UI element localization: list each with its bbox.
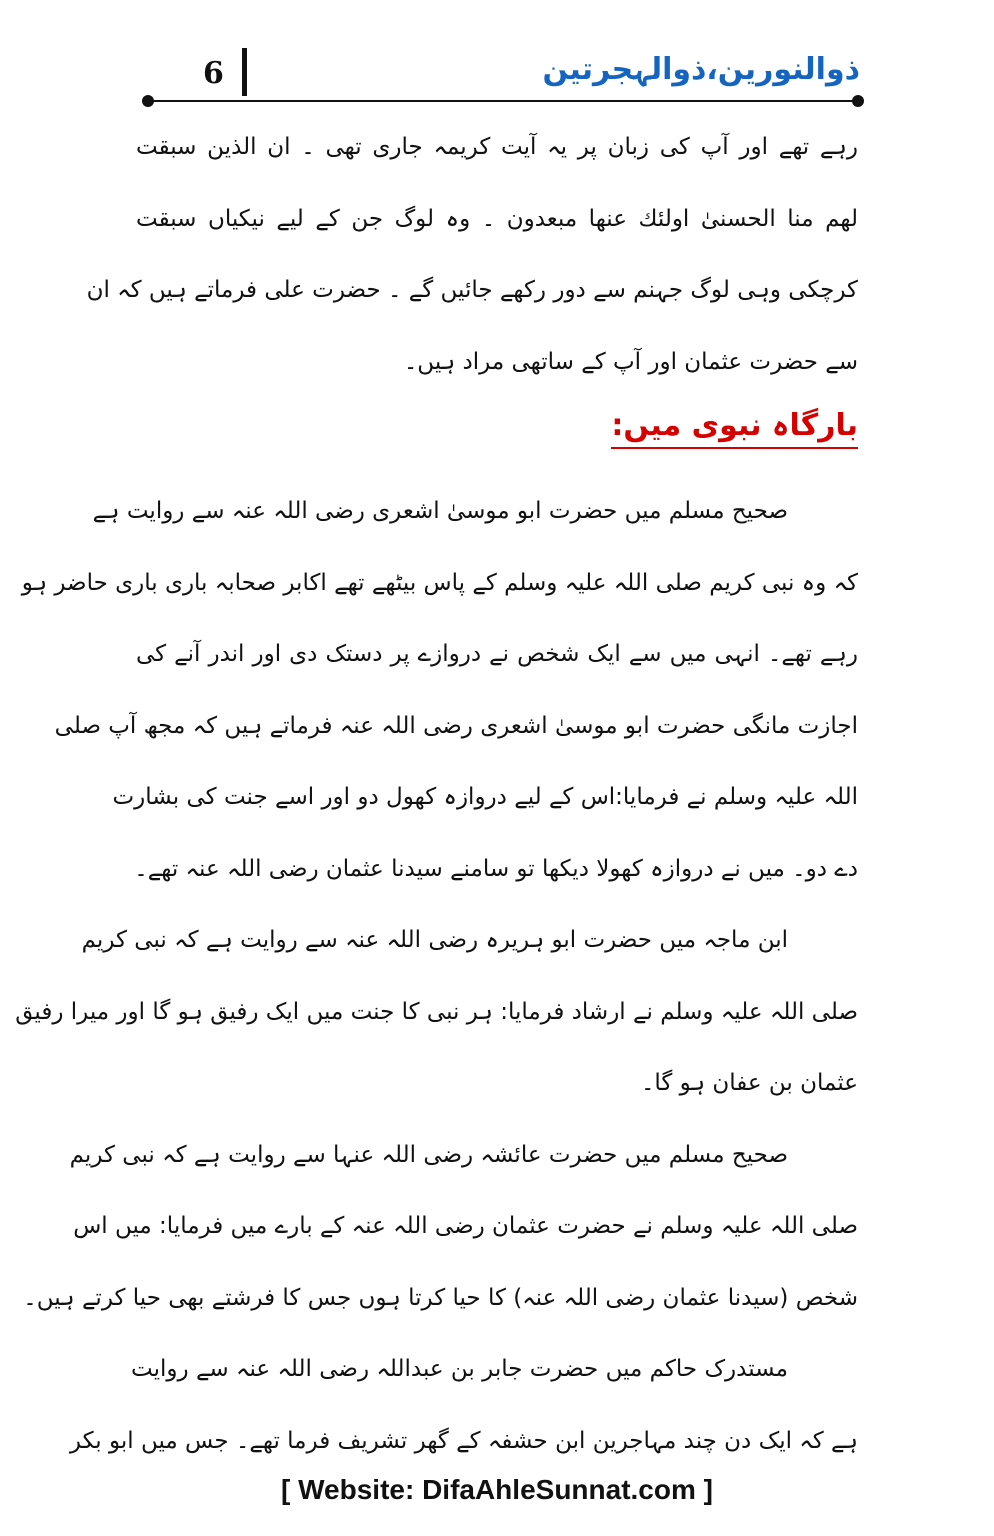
book-title: ذوالنورین،ذوالہجرتین [542,52,860,87]
section-heading: بارگاہ نبوی میں: [611,408,858,449]
paragraph-1-line: دے دو۔ میں نے دروازہ کھولا دیکھا تو سامنے سیدنا عثمان رضی اللہ عنہ تھے۔ [134,855,858,882]
header-rule [148,100,856,102]
paragraph-4-line: مستدرک حاکم میں حضرت جابر بن عبداللہ رضی اللہ عنہ سے روایت [131,1356,788,1382]
paragraph-1-line: کہ وہ نبی کریم صلی اللہ علیہ وسلم کے پاس بیٹھے تھے اکابر صحابہ باری باری حاضر ہو [21,569,858,596]
paragraph-1-line: اللہ علیہ وسلم نے فرمایا:اس کے لیے دروازہ کھول دو اور اسے جنت کی بشارت [112,784,858,810]
page-body [15,112,858,1477]
intro-line: کرچکی وہی لوگ جہنم سے دور رکھے جائیں گے ۔ حضرت علی فرماتے ہیں کہ ان [86,277,858,303]
page-number: 6 [203,56,224,91]
paragraph-1-line: صحیح مسلم میں حضرت ابو موسیٰ اشعری رضی اللہ عنہ سے روایت ہے [92,498,788,524]
paragraph-3-line: صحیح مسلم میں حضرت عائشہ رضی اللہ عنہا سے روایت ہے کہ نبی کریم [69,1141,788,1168]
rule-end-dot-right [852,95,864,107]
paragraph-4-line: ہے کہ ایک دن چند مہاجرین ابن حشفہ کے گھر تشریف فرما تھے۔ جس میں ابو بکر [69,1427,858,1454]
paragraph-1-line: اجازت مانگی حضرت ابو موسیٰ اشعری رضی اللہ عنہ فرماتے ہیں کہ مجھ آپ صلی [54,712,858,739]
rule-end-dot-left [142,95,154,107]
intro-line: سے حضرت عثمان اور آپ کے ساتھی مراد ہیں۔ [403,348,858,375]
intro-line: لھم منا الحسنیٰ اولئك عنھا مبعدون ۔ وہ لوگ جن کے لیے نیکیاں سبقت [136,205,858,232]
paragraph-2-line: عثمان بن عفان ہو گا۔ [640,1070,858,1096]
header-separator-bar [242,48,247,96]
page-header [0,0,994,110]
paragraph-2-line: ابن ماجہ میں حضرت ابو ہریرہ رضی اللہ عنہ سے روایت ہے کہ نبی کریم [81,927,788,953]
section-heading-wrap [136,398,858,476]
website-footer: [ Website: DifaAhleSunnat.com ] [281,1474,713,1505]
paragraph-3-line: شخص (سیدنا عثمان رضی اللہ عنہ) کا حیا کرتا ہوں جس کا فرشتے بھی حیا کرتے ہیں۔ [23,1284,858,1311]
intro-line: رہے تھے اور آپ کی زبان پر یہ آیت کریمہ جاری تھی ۔ ان الذین سبقت [136,134,858,160]
paragraph-2-line: صلی اللہ علیہ وسلم نے ارشاد فرمایا: ہر نبی کا جنت میں ایک رفیق ہو گا اور میرا رفیق [15,998,858,1025]
paragraph-1-line: رہے تھے۔ انہی میں سے ایک شخص نے دروازے پر دستک دی اور اندر آنے کی [136,641,858,667]
paragraph-3-line: صلی اللہ علیہ وسلم نے حضرت عثمان رضی اللہ عنہ کے بارے میں فرمایا: میں اس [73,1213,858,1239]
